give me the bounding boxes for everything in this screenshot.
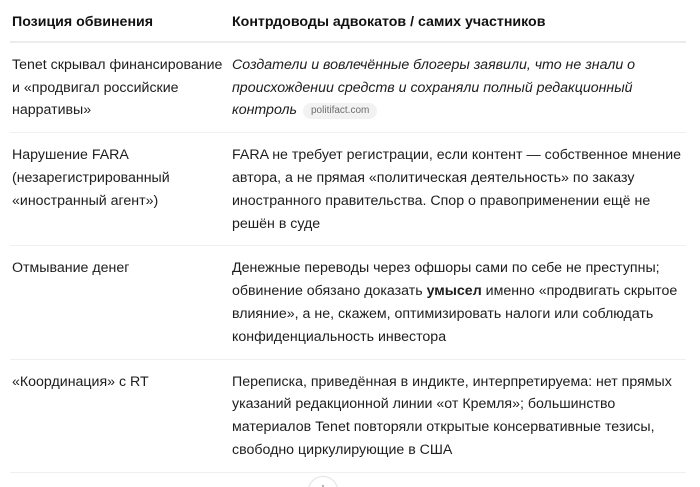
counter-cell: Переписка, приведённая в индикте, интерпретируема: нет прямых указаний редакционной линии «от Кремля»; большинство материалов Tenet повторяли открытые консервативные тезисы, свободно циркулирующие в США — [230, 359, 686, 472]
claim-cell: Отмывание денег — [10, 246, 230, 359]
scroll-to-bottom-button[interactable] — [308, 476, 338, 487]
counter-text: Денежные переводы через офшоры сами по себе не преступны; обвинение обязано доказать — [232, 260, 660, 300]
counter-cell — [230, 246, 686, 359]
table-row — [10, 42, 686, 133]
table-row — [10, 133, 686, 246]
table-row — [10, 246, 686, 359]
counter-cell — [230, 42, 686, 133]
source-chip-link[interactable]: politifact.com — [303, 103, 377, 119]
table-header-row — [10, 0, 686, 42]
column-header-claim: Позиция обвинения — [10, 0, 230, 42]
counter-text-bold: умысел — [426, 283, 482, 300]
claim-cell: «Координация» с RT — [10, 359, 230, 472]
comparison-table — [10, 0, 686, 473]
counter-text: именно «продвигать скрытое влияние», а не, скажем, оптимизировать налоги или соблюдать конфиденциальность инвестора — [232, 283, 678, 345]
claim-cell: Tenet скрывал финансирование и «продвигал российские нарративы» — [10, 42, 230, 133]
table-row — [10, 359, 686, 472]
counter-text-italic: Создатели и вовлечённые блогеры заявили, что не знали о происхождении средств и сохраняли полный редакционный контроль — [232, 56, 636, 119]
claim-cell: Нарушение FARA (незарегистрированный «иностранный агент») — [10, 133, 230, 246]
counter-cell: FARA не требует регистрации, если контент — собственное мнение автора, а не прямая «политическая деятельность» по заказу иностранного правительства. Спор о правоприменении ещё не решён в суде — [230, 133, 686, 246]
column-header-counterarguments: Контрдоводы адвокатов / самих участников — [230, 0, 686, 42]
